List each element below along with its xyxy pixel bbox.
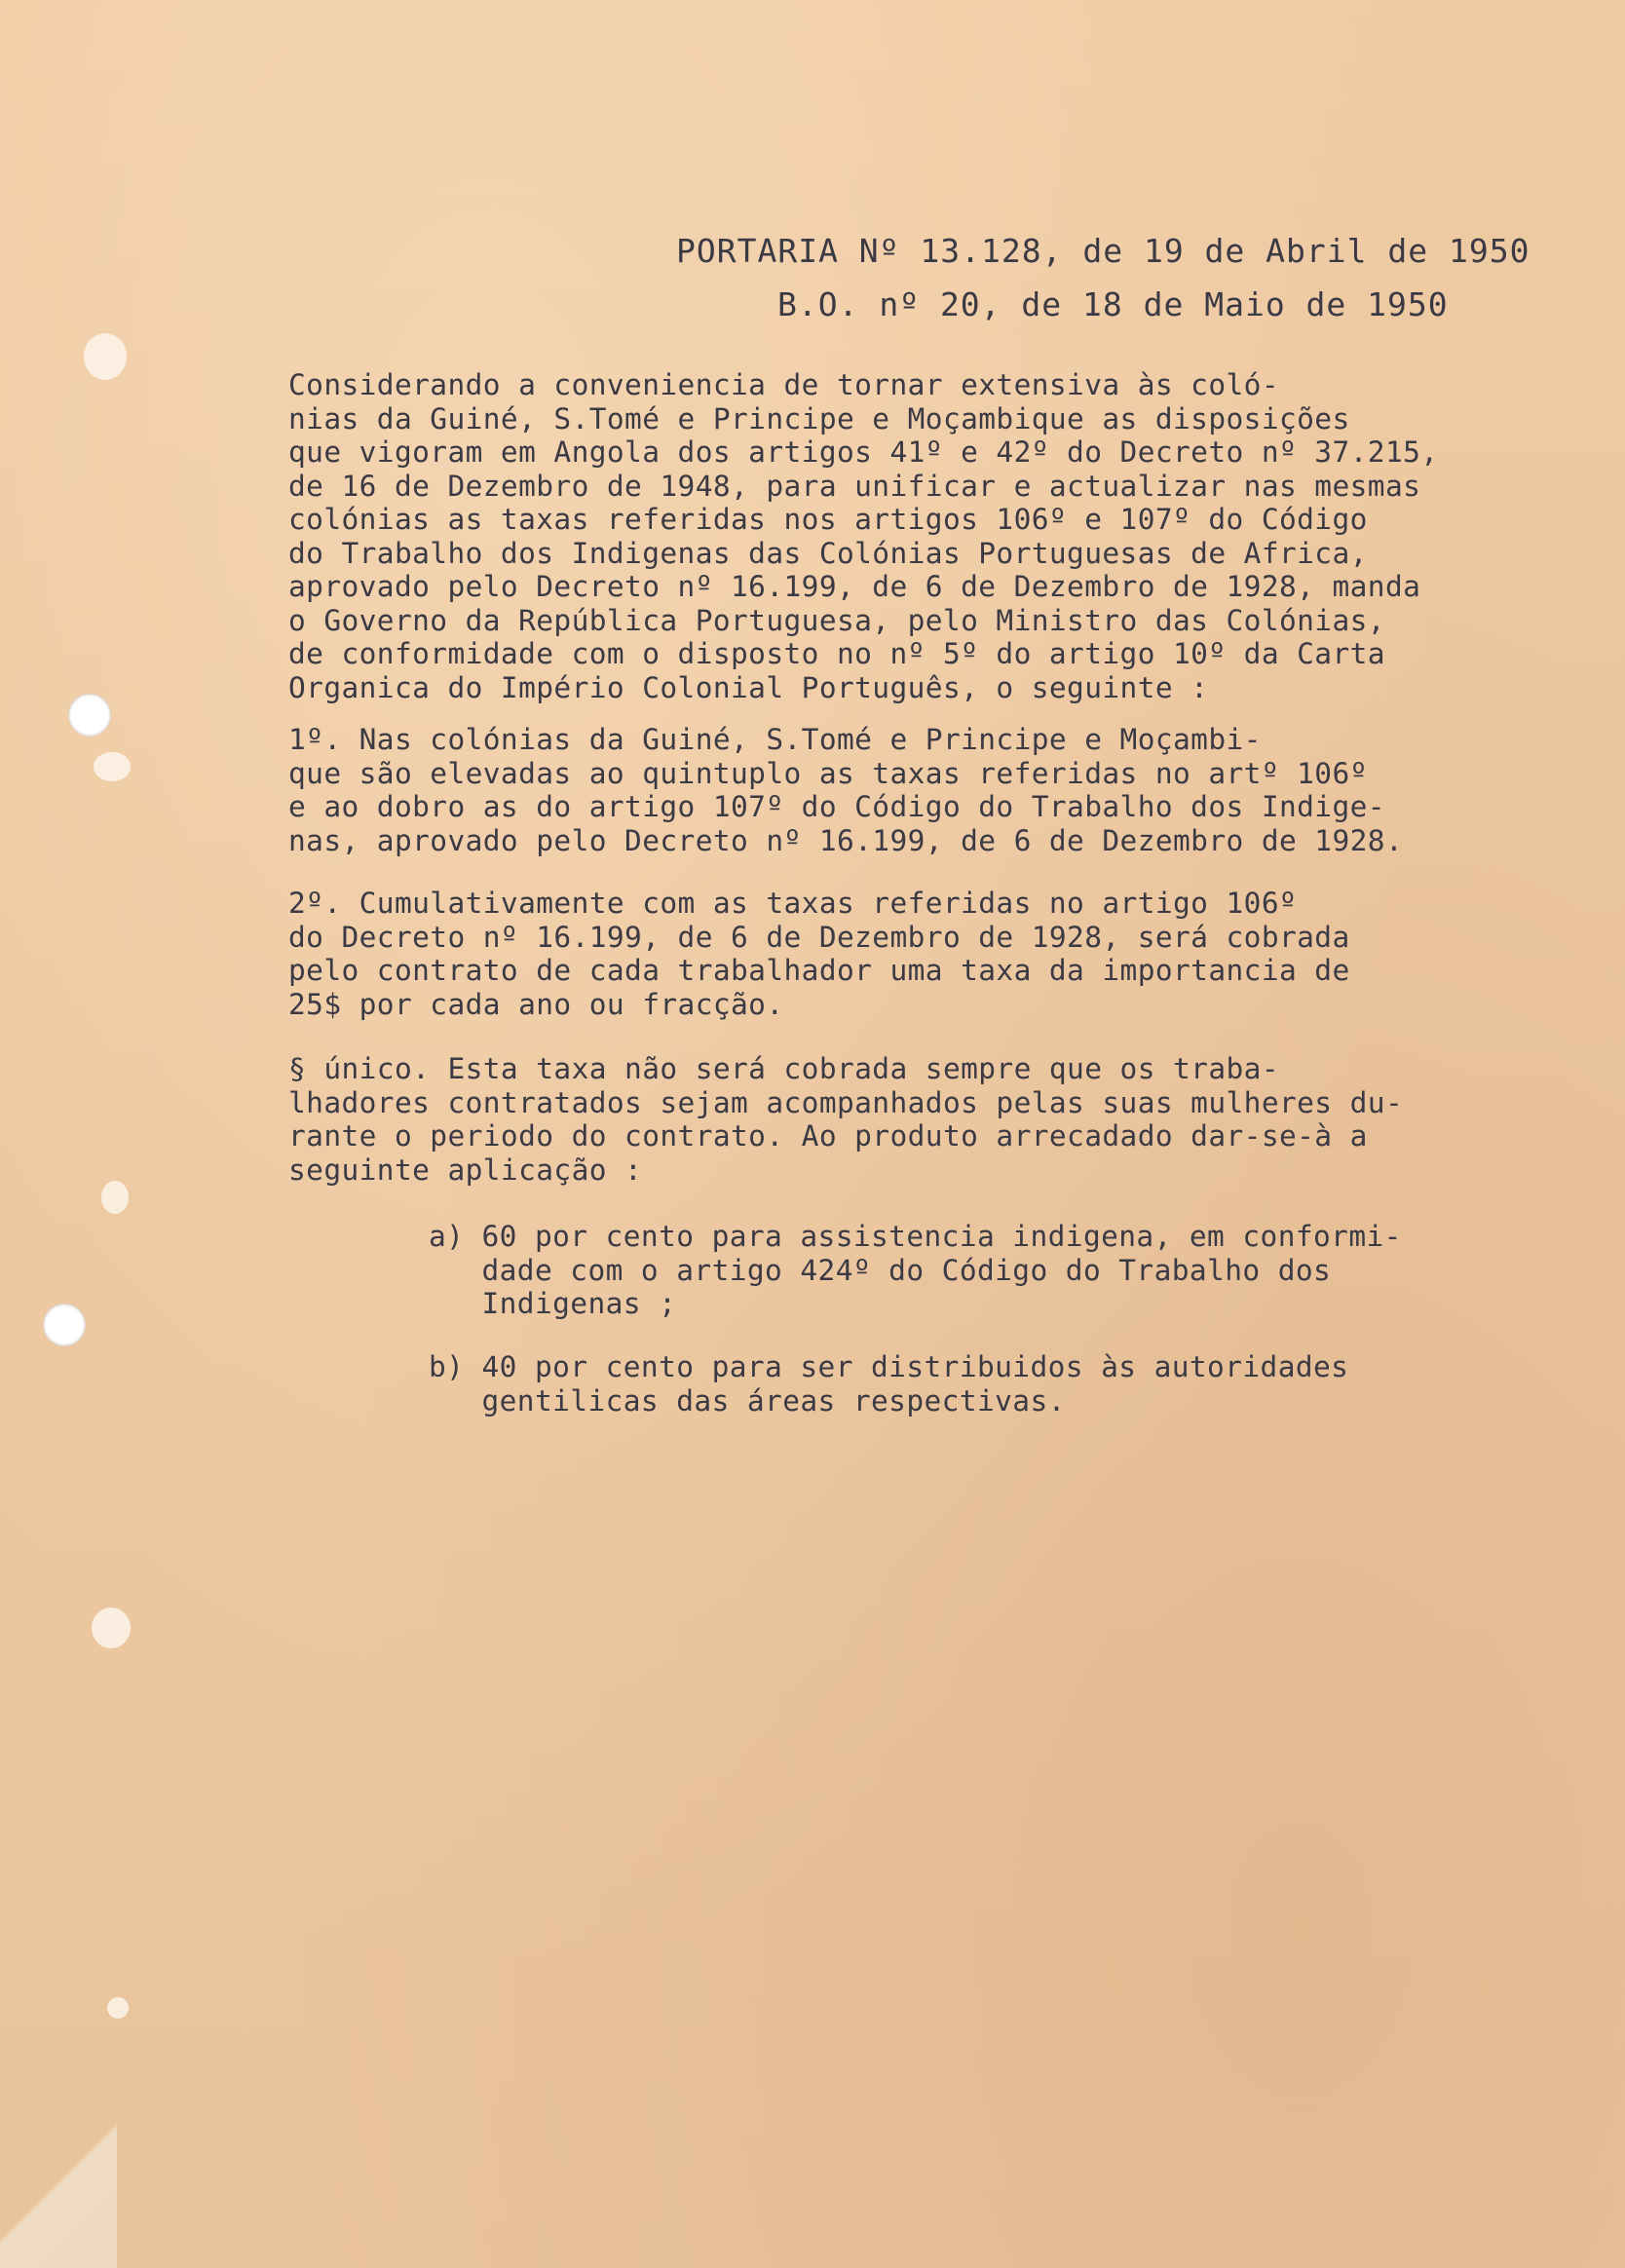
bulletin-reference: B.O. nº 20, de 18 de Maio de 1950 [777,285,1449,323]
item-b-paragraph: b) 40 por cento para ser distribuidos às autoridades gentilicas das áreas respectivas. [429,1350,1349,1418]
sole-paragraph: § único. Esta taxa não será cobrada sempre que os traba- lhadores contratados sejam acompanhados pelas suas mulheres du- rante o periodo do contrato. Ao produto arrecadado dar-se-à a seguinte aplicação : [288,1052,1404,1187]
folded-corner [0,2104,117,2268]
paper-damage [94,752,131,781]
article-1-paragraph: 1º. Nas colónias da Guiné, S.Tomé e Principe e Moçambi- que são elevadas ao quintuplo as taxas referidas no artº 106º e ao dobro as do artigo 107º do Código do Trabalho dos Indige- nas, aprovado pelo Decreto nº 16.199, de 6 de Dezembro de 1928. [288,723,1404,857]
paper-damage [92,1607,131,1648]
preamble-paragraph: Considerando a conveniencia de tornar extensiva às coló- nias da Guiné, S.Tomé e Principe e Moçambique as disposições que vigoram em Angola dos artigos 41º e 42º do Decreto nº 37.215, de 16 de Dezembro de 1948, para unificar e actualizar nas mesmas colónias as taxas referidas nos artigos 106º e 107º do Código do Trabalho dos Indigenas das Colónias Portuguesas de Africa, aprovado pelo Decreto nº 16.199, de 6 de Dezembro de 1928, manda o Governo da República Portuguesa, pelo Ministro das Colónias, de conformidade com o disposto no nº 5º do artigo 10º da Carta Organica do Império Colonial Português, o seguinte : [288,368,1439,704]
decree-title: PORTARIA Nº 13.128, de 19 de Abril de 1950 [676,232,1531,270]
binder-hole [43,1304,86,1346]
binder-hole [68,694,111,737]
paper-damage [101,1181,129,1214]
article-2-paragraph: 2º. Cumulativamente com as taxas referidas no artigo 106º do Decreto nº 16.199, de 6 de Dezembro de 1928, será cobrada pelo contrato de cada trabalhador uma taxa da importancia de 25$ por cada ano ou fracção. [288,887,1350,1021]
paper-damage [107,1997,129,2019]
paper-damage [84,333,127,380]
item-a-paragraph: a) 60 por cento para assistencia indigena, em conformi- dade com o artigo 424º do Código do Trabalho dos Indigenas ; [429,1220,1402,1320]
